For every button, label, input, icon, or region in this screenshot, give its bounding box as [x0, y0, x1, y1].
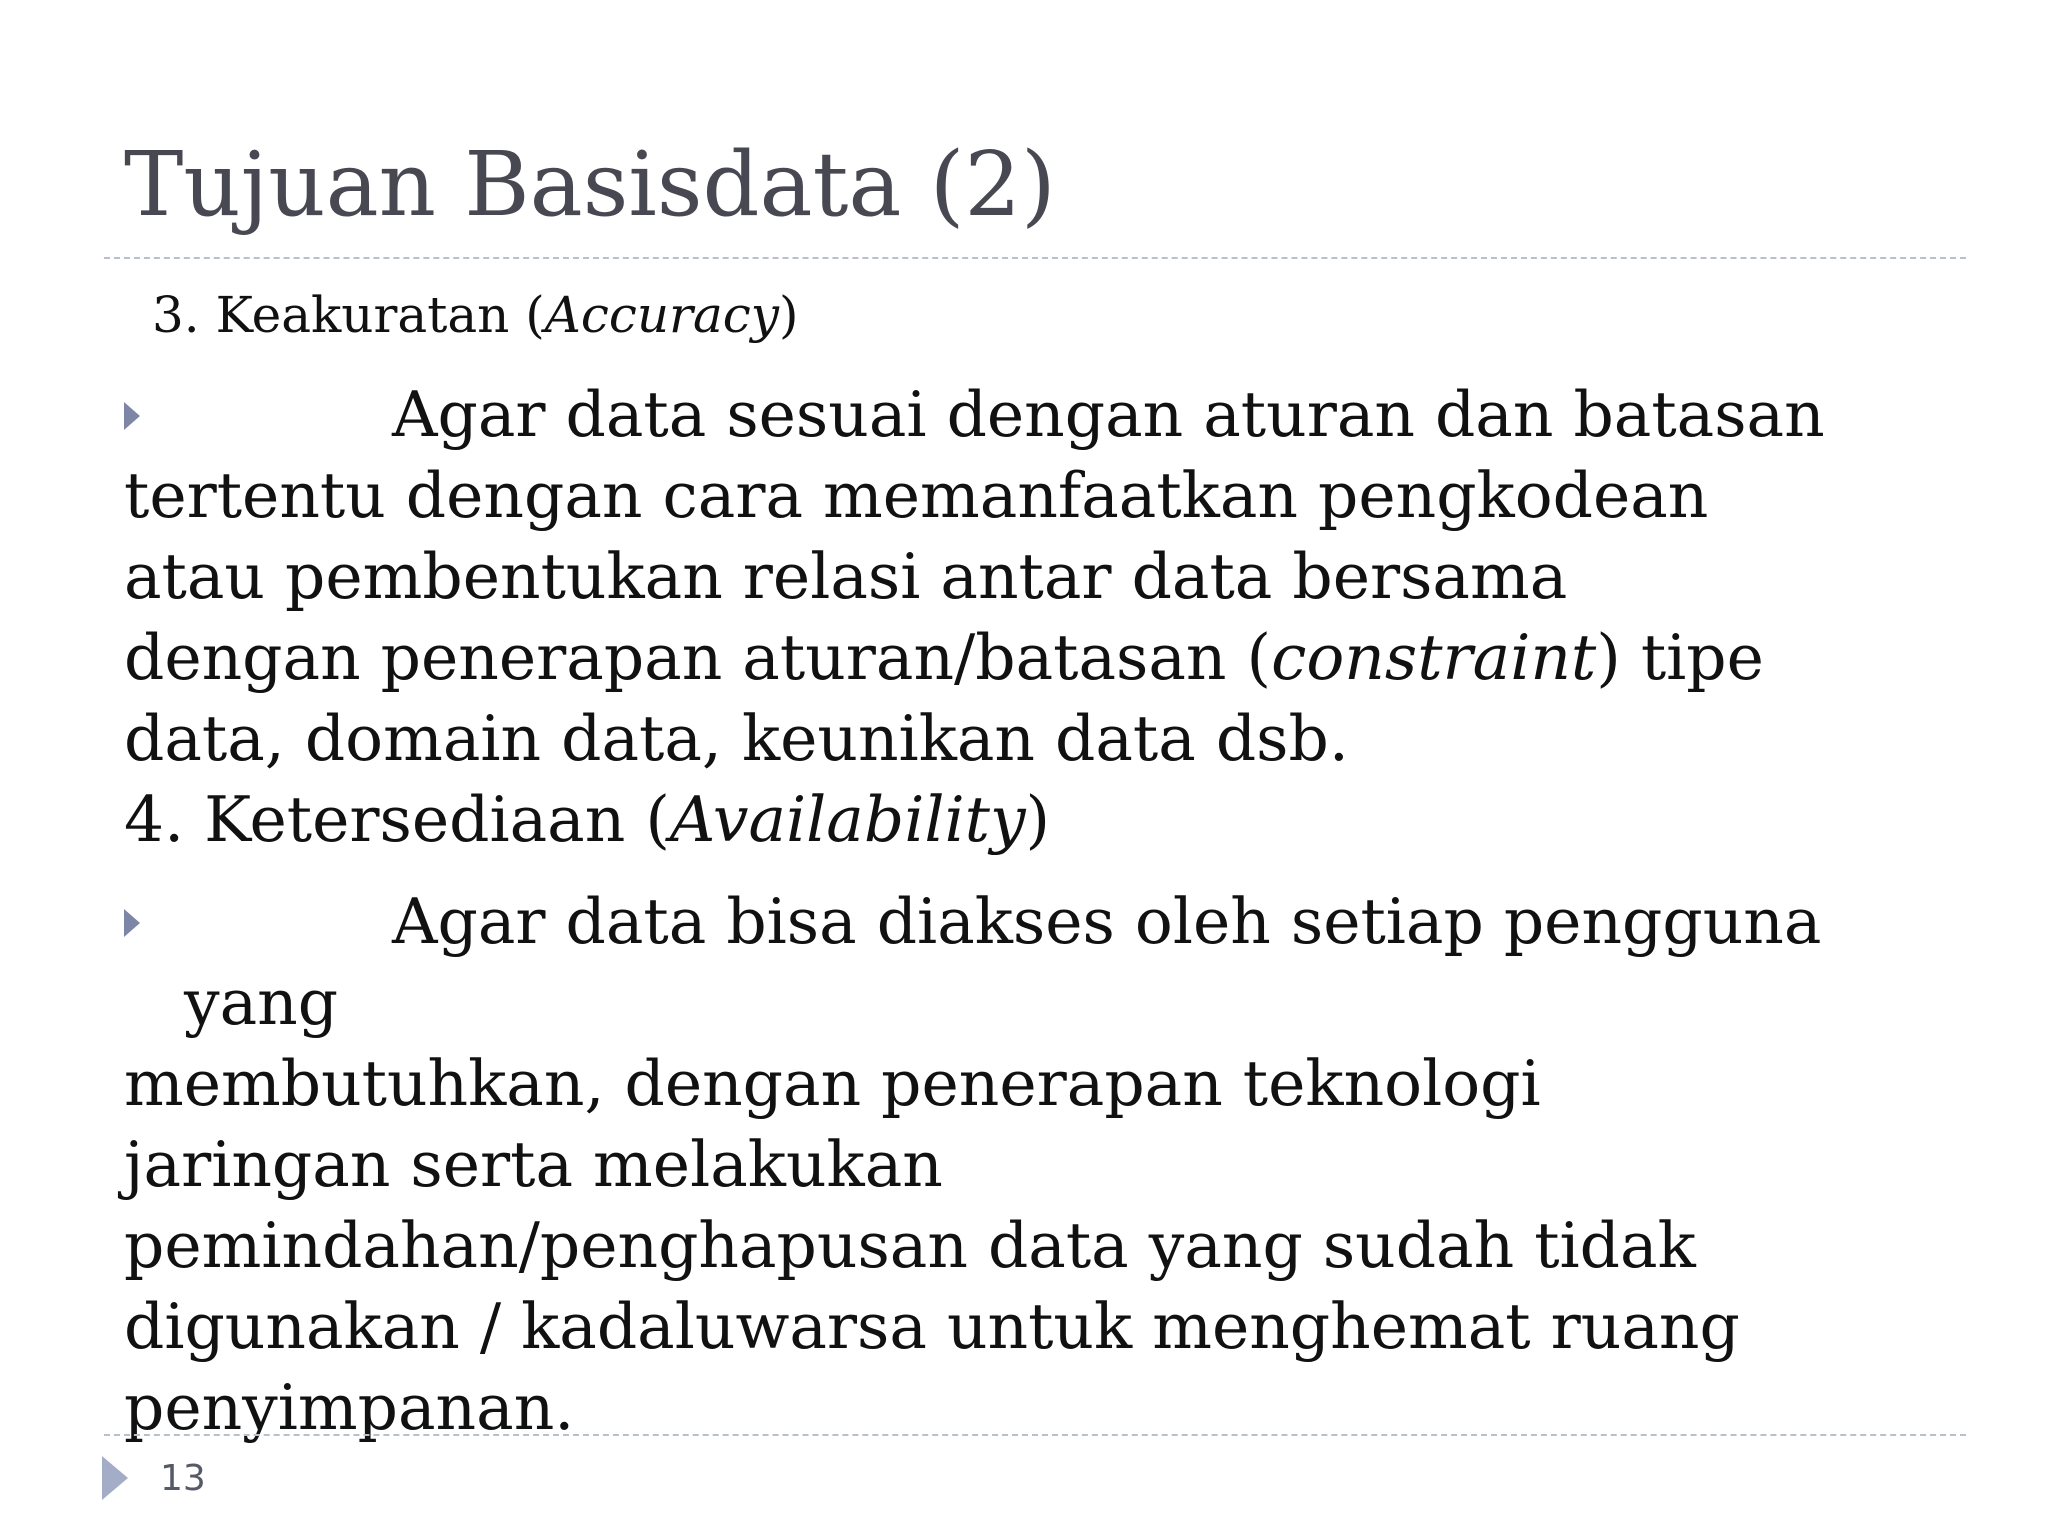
bullet-2-line-1: Agar data bisa diakses oleh setiap pengguna [392, 885, 1822, 958]
bullet-1-line-3: atau pembentukan relasi antar data bersama [124, 540, 1568, 613]
footer-divider [104, 1434, 1966, 1436]
bullet-2-line-7: penyimpanan. [124, 1371, 575, 1444]
page-number: 13 [160, 1458, 206, 1499]
bullet-1-line-2: tertentu dengan cara memanfaatkan pengkodean [124, 459, 1709, 532]
bullet-1-line-1: Agar data sesuai dengan aturan dan batasan [392, 378, 1825, 451]
slide-title: Tujuan Basisdata (2) [124, 132, 1056, 236]
title-divider [104, 257, 1966, 259]
bullet-2-line-2: yang [184, 966, 339, 1039]
bullet-2-line-4: jaringan serta melakukan [124, 1128, 943, 1201]
bullet-1-line-5: data, domain data, keunikan data dsb. [124, 702, 1349, 775]
bullet-2-line-5: pemindahan/penghapusan data yang sudah tidak [124, 1209, 1696, 1282]
section-4-heading: 4. Ketersediaan (Availability) [124, 783, 1051, 856]
bullet-2-line-3: membutuhkan, dengan penerapan teknologi [124, 1047, 1541, 1120]
constraint-term: constraint [1271, 621, 1597, 694]
bullet-2-line-6: digunakan / kadaluwarsa untuk menghemat ruang [124, 1290, 1740, 1363]
bullet-1-icon [124, 402, 140, 430]
accuracy-term: Accuracy [544, 286, 780, 344]
availability-term: Availability [669, 783, 1026, 856]
bullet-1-line-4: dengan penerapan aturan/batasan (constraint) tipe [124, 621, 1764, 694]
bullet-2-icon [124, 909, 140, 937]
section-3-heading: 3. Keakuratan (Accuracy) [152, 286, 799, 344]
footer-triangle-icon [102, 1456, 128, 1500]
